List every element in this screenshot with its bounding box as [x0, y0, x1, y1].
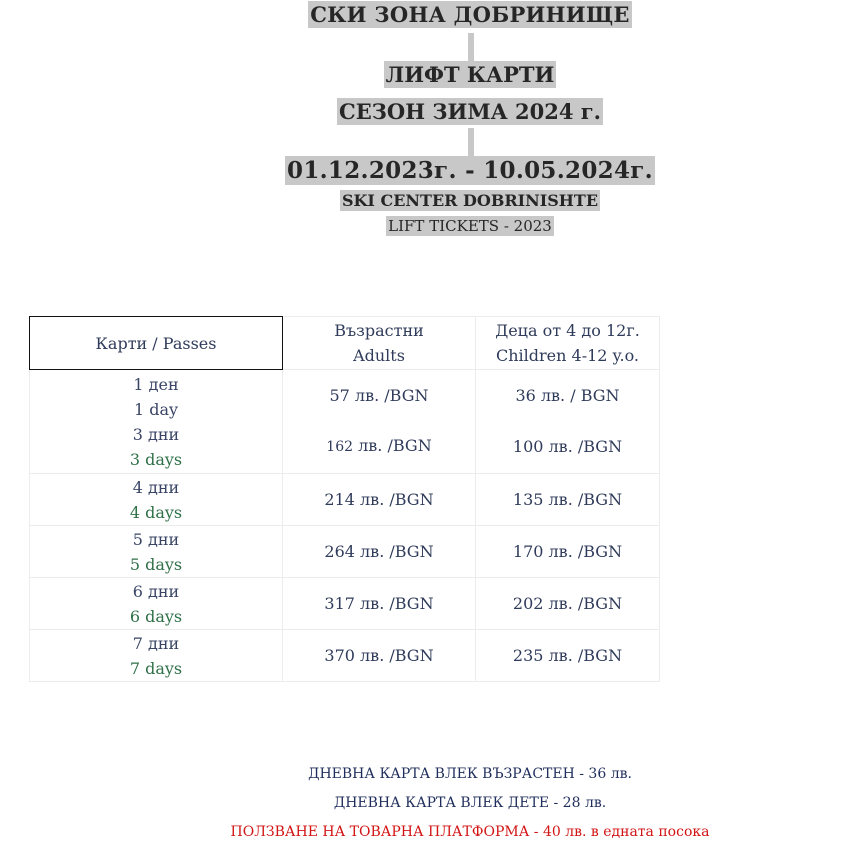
en-subtitle-line	[0, 217, 843, 235]
season-dates: 01.12.2023г. - 10.05.2024г.	[287, 157, 653, 184]
price-table	[29, 316, 660, 682]
title-line	[0, 2, 843, 27]
adult-price: 264 лв. /BGN	[283, 526, 476, 578]
pass-cell-1-3: 1 ден 1 day 3 дни 3 days	[30, 370, 283, 474]
child-price: 135 лв. /BGN	[476, 474, 660, 526]
subtitle-line-1	[0, 62, 843, 87]
child-price: 36 лв. / BGN	[476, 370, 660, 421]
header-children: Деца от 4 до 12г. Children 4-12 y.o.	[476, 317, 660, 370]
footer-child-drag-lift: ДНЕВНА КАРТА ВЛЕК ДЕТЕ - 28 лв.	[333, 795, 607, 811]
pass-cell: 5 дни 5 days	[30, 526, 283, 578]
adult-price: 317 лв. /BGN	[283, 578, 476, 630]
subtitle-line-2	[0, 99, 843, 124]
table-row	[30, 474, 660, 526]
page-title: СКИ ЗОНА ДОБРИНИЩЕ	[310, 2, 630, 27]
english-title: SKI CENTER DOBRINISHTE	[341, 191, 599, 210]
child-price: 235 лв. /BGN	[476, 630, 660, 682]
en-title-line	[0, 191, 843, 210]
adult-price: 370 лв. /BGN	[283, 630, 476, 682]
table-row	[30, 578, 660, 630]
child-price: 100 лв. /BGN	[476, 421, 660, 474]
adult-price: 57 лв. /BGN	[283, 370, 476, 421]
pass-cell: 6 дни 6 days	[30, 578, 283, 630]
header-passes: Карти / Passes	[30, 317, 283, 370]
table-row	[30, 526, 660, 578]
table-row	[30, 370, 660, 421]
connector-bar	[468, 33, 474, 61]
english-subtitle: LIFT TICKETS - 2023	[388, 217, 552, 235]
header-adults: Възрастни Adults	[283, 317, 476, 370]
table-header-row	[30, 317, 660, 370]
adult-price: 214 лв. /BGN	[283, 474, 476, 526]
pass-cell: 4 дни 4 days	[30, 474, 283, 526]
pass-cell: 7 дни 7 days	[30, 630, 283, 682]
dates-line	[0, 157, 843, 184]
season-title: СЕЗОН ЗИМА 2024 г.	[339, 99, 601, 124]
child-price: 202 лв. /BGN	[476, 578, 660, 630]
footer-cargo-platform: ПОЛЗВАНЕ НА ТОВАРНА ПЛАТФОРМА - 40 лв. в едната посока	[230, 824, 710, 840]
adult-price: 162 лв. /BGN	[283, 421, 476, 474]
table-row	[30, 630, 660, 682]
footer-adult-drag-lift: ДНЕВНА КАРТА ВЛЕК ВЪЗРАСТЕН - 36 лв.	[308, 766, 632, 782]
child-price: 170 лв. /BGN	[476, 526, 660, 578]
lift-tickets-title: ЛИФТ КАРТИ	[385, 62, 555, 87]
connector-bar	[468, 128, 474, 156]
